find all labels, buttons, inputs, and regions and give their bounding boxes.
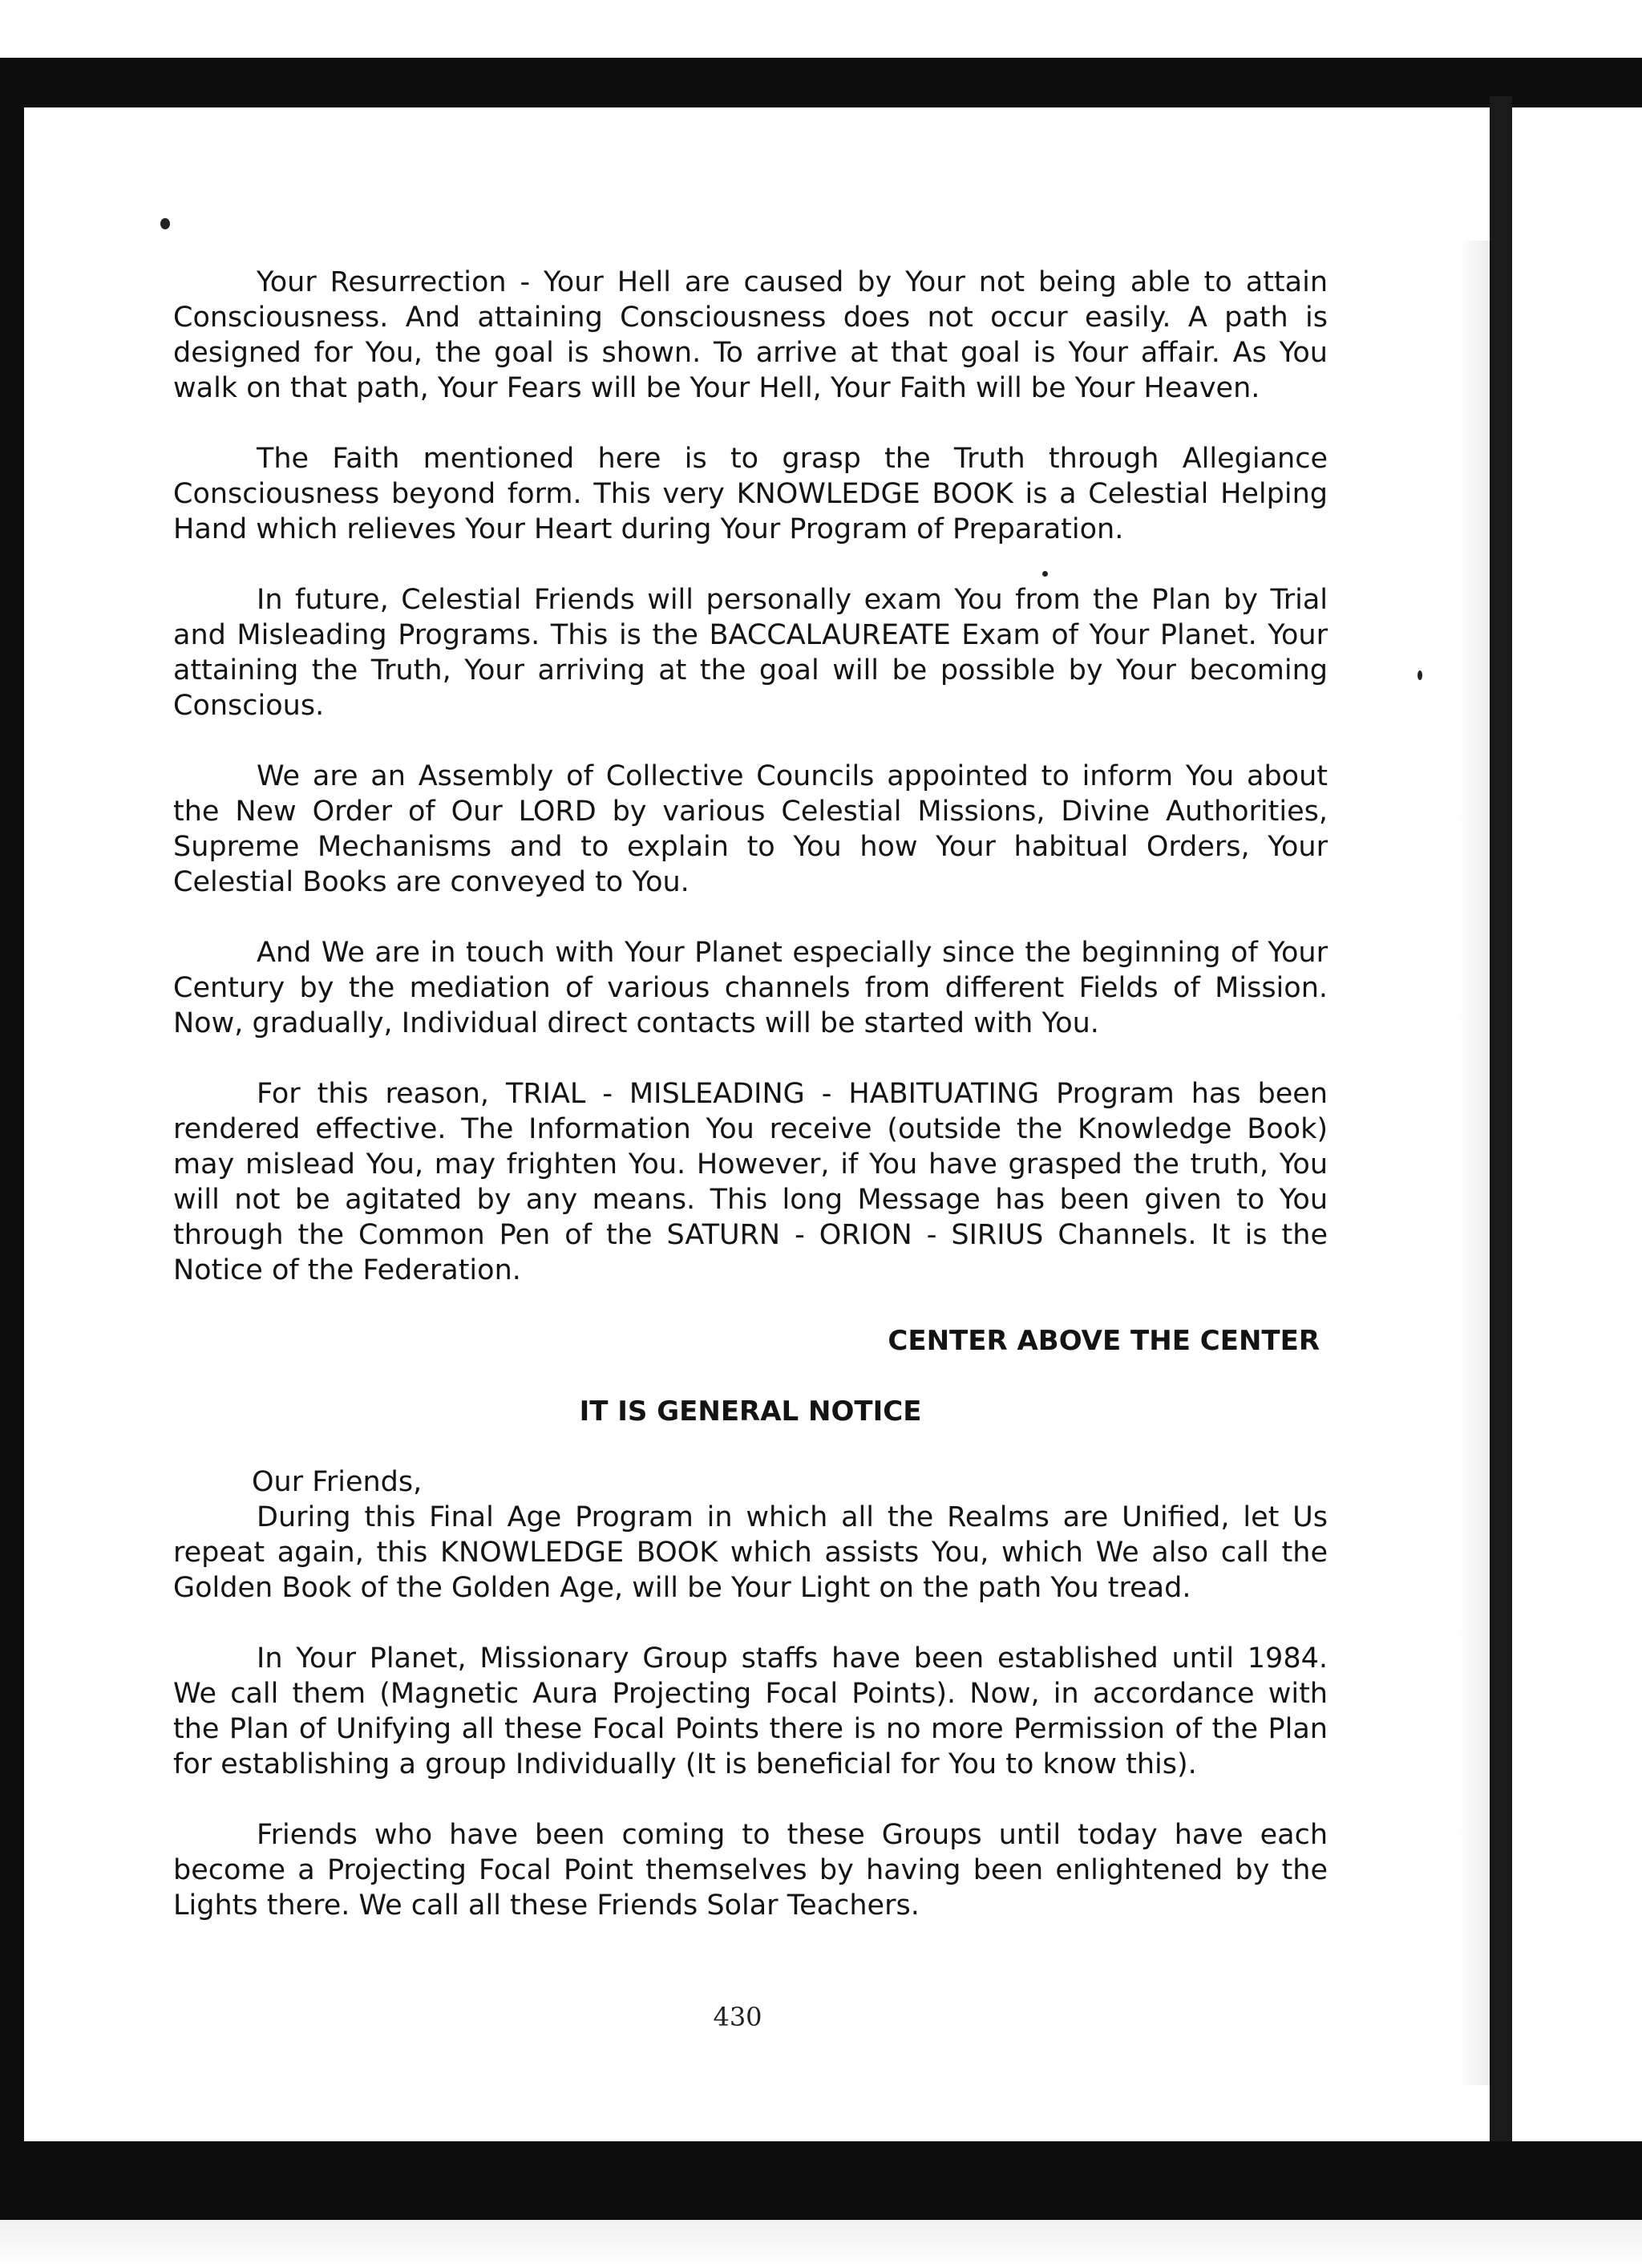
scan-left-border [0,58,24,2215]
page-number: 430 [713,2002,762,2032]
scan-top-border [0,58,1642,107]
scan-speck [160,218,170,229]
page-body [173,265,1328,1923]
scan-right-shadow [1459,241,1491,2085]
signature: CENTER ABOVE THE CENTER [888,1325,1320,1357]
scan-right-border [1490,96,1512,2149]
paragraph: We are an Assembly of Collective Councils appointed to inform You about the New Order of Our LORD by various Celestial Missions, Divine Authorities, Supreme Mechanisms and to explain to You how Your habitual Orders, Your Celestial Books are conveyed to You. [173,760,1328,898]
scan-bottom-grain [0,2220,1642,2268]
paragraph: In future, Celestial Friends will personally exam You from the Plan by Trial and Misleading Programs. This is the BACCALAUREATE Exam of Your Planet. Your attaining the Truth, Your arriving at the goal will be possible by Your becoming Conscious. [173,584,1328,722]
notice-heading: IT IS GENERAL NOTICE [579,1395,922,1428]
paragraph: Your Resurrection - Your Hell are caused by Your not being able to attain Consciousness. And attaining Consciousness does not occur easily. A path is designed for You, the goal is shown. To arrive at that goal is Your affair. As You walk on that path, Your Fears will be Your Hell, Your Faith will be Your Heaven. [173,266,1328,404]
paragraph: And We are in touch with Your Planet especially since the beginning of Your Century by the mediation of various channels from different Fields of Mission. Now, gradually, Individual direct contacts will be started with You. [173,937,1328,1039]
scan-bottom-border [0,2141,1642,2220]
paragraph: Friends who have been coming to these Groups until today have each become a Projecting Focal Point themselves by having been enlightened by the Lights there. We call all these Friends Solar Teachers. [173,1819,1328,1922]
paragraph: During this Final Age Program in which all the Realms are Unified, let Us repeat again, this KNOWLEDGE BOOK which assists You, which We also call the Golden Book of the Golden Age, will be Your Light on the path You tread. [173,1501,1328,1604]
salutation: Our Friends, [252,1466,423,1498]
paragraph: In Your Planet, Missionary Group staffs have been established until 1984. We call them (Magnetic Aura Projecting Focal Points). Now, in accordance with the Plan of Unifying all these Focal Points there is no more Permission of the Plan for establishing a group Individually (It is beneficial for You to know this). [173,1642,1328,1780]
scan-speck [1418,670,1422,680]
paragraph: The Faith mentioned here is to grasp the Truth through Allegiance Consciousness beyond form. This very KNOWLEDGE BOOK is a Celestial Helping Hand which relieves Your Heart during Your Program of Preparation. [173,443,1328,545]
paragraph: For this reason, TRIAL - MISLEADING - HABITUATING Program has been rendered effective. The Information You receive (outside the Knowledge Book) may mislead You, may frighten You. However, if You have grasped the truth, You will not be agitated by any means. This long Message has been given to You through the Common Pen of the SATURN - ORION - SIRIUS Channels. It is the Notice of the Federation. [173,1078,1328,1286]
